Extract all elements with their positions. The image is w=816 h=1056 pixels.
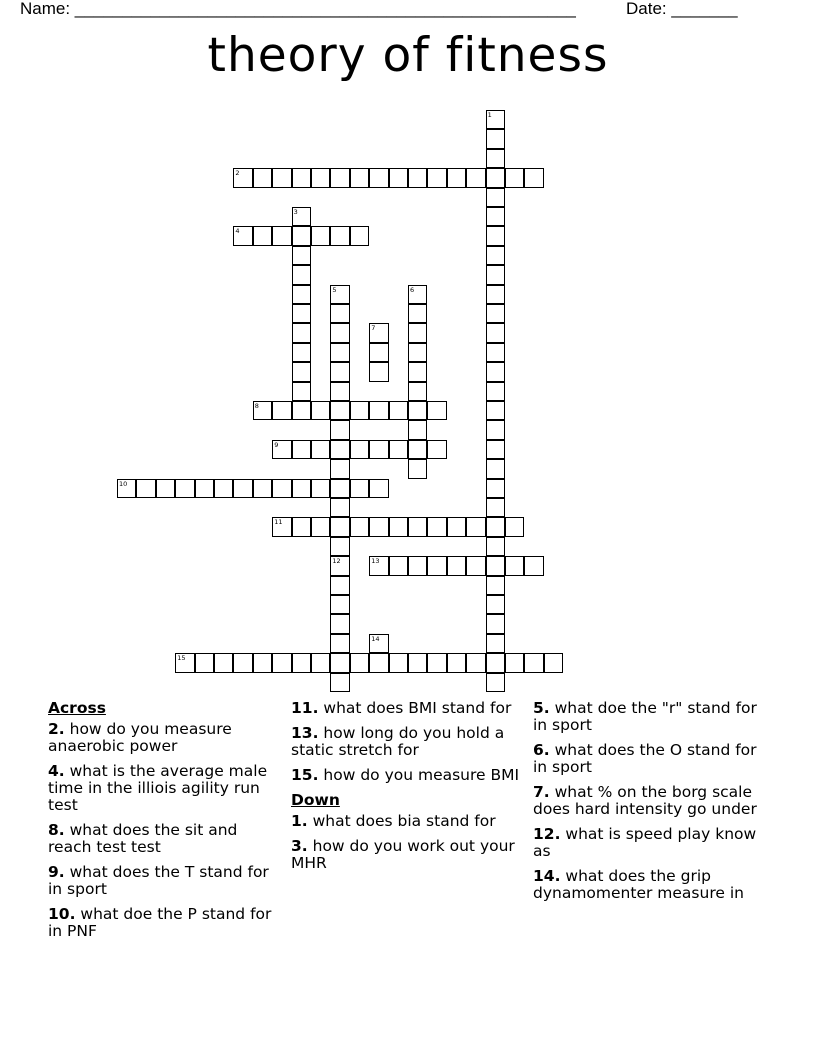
clue-number: 11 [274,518,283,527]
grid-cell[interactable] [292,517,311,536]
grid-cell[interactable] [427,556,446,575]
grid-cell[interactable] [330,362,349,381]
grid-cell[interactable] [292,362,311,381]
grid-cell[interactable] [408,382,427,401]
clue-number: 1 [487,111,492,119]
grid-cell[interactable] [330,634,349,653]
clue-down-12: 12. what is speed play know as [533,825,757,860]
grid-cell[interactable] [292,226,311,245]
across-heading: Across [48,699,106,717]
grid-cell[interactable] [389,440,408,459]
grid-cell[interactable] [427,440,446,459]
grid-cell[interactable] [524,556,543,575]
grid-cell[interactable] [272,479,291,498]
grid-cell[interactable] [292,401,311,420]
grid-cell[interactable] [427,517,446,536]
clue-number: 13 [371,557,380,566]
grid-cell[interactable] [350,440,369,459]
clue-number: 15 [177,654,186,663]
grid-cell[interactable] [330,556,349,575]
page-title: theory of fitness [207,28,609,83]
grid-cell[interactable] [486,110,505,129]
grid-cell[interactable] [330,401,349,420]
grid-cell[interactable] [408,653,427,672]
name-field-label: Name: _____________________________________________________ [20,0,576,18]
grid-cell[interactable] [272,226,291,245]
grid-cell[interactable] [486,304,505,323]
grid-cell[interactable] [330,517,349,536]
grid-cell[interactable] [369,556,388,575]
grid-cell[interactable] [350,653,369,672]
grid-cell[interactable] [233,168,252,187]
grid-cell[interactable] [408,285,427,304]
grid-cell[interactable] [486,129,505,148]
grid-cell[interactable] [544,653,563,672]
grid-cell[interactable] [524,653,543,672]
clue-number: 14 [371,634,380,643]
grid-cell[interactable] [486,343,505,362]
grid-cell[interactable] [369,168,388,187]
grid-cell[interactable] [408,556,427,575]
grid-cell[interactable] [292,653,311,672]
clue-number: 3 [293,208,298,216]
grid-cell[interactable] [466,168,485,187]
clue-down-14: 14. what does the grip dynamomenter measure in [533,867,744,902]
grid-cell[interactable] [486,595,505,614]
grid-cell[interactable] [292,304,311,323]
grid-cell[interactable] [486,673,505,692]
grid-cell[interactable] [486,362,505,381]
grid-cell[interactable] [389,168,408,187]
grid-cell[interactable] [311,401,330,420]
grid-cell[interactable] [253,479,272,498]
clue-number: 7 [371,324,376,333]
grid-cell[interactable] [330,673,349,692]
grid-cell[interactable] [330,440,349,459]
grid-cell[interactable] [136,479,155,498]
grid-cell[interactable] [292,265,311,284]
grid-cell[interactable] [292,343,311,362]
grid-cell[interactable] [466,556,485,575]
grid-cell[interactable] [330,595,349,614]
date-field-label: Date: _______ [626,0,738,18]
grid-cell[interactable] [350,479,369,498]
grid-cell[interactable] [369,479,388,498]
grid-cell[interactable] [175,479,194,498]
grid-cell[interactable] [389,556,408,575]
grid-cell[interactable] [330,537,349,556]
clue-number: 12 [332,557,341,566]
grid-cell[interactable] [486,576,505,595]
grid-cell[interactable] [486,265,505,284]
grid-cell[interactable] [505,168,524,187]
grid-cell[interactable] [505,556,524,575]
grid-cell[interactable] [447,653,466,672]
grid-cell[interactable] [427,168,446,187]
clue-across-4: 4. what is the average male time in the illiois agility run test [48,762,268,814]
grid-cell[interactable] [311,517,330,536]
grid-cell[interactable] [369,401,388,420]
grid-cell[interactable] [427,401,446,420]
grid-cell[interactable] [408,420,427,439]
grid-cell[interactable] [389,401,408,420]
clue-across-8: 8. what does the sit and reach test test [48,821,238,856]
grid-cell[interactable] [292,382,311,401]
grid-cell[interactable] [233,479,252,498]
clues-column-2 [291,700,527,880]
grid-cell[interactable] [233,226,252,245]
grid-cell[interactable] [330,323,349,342]
grid-cell[interactable] [272,168,291,187]
grid-cell[interactable] [311,479,330,498]
grid-cell[interactable] [408,401,427,420]
grid-cell[interactable] [389,517,408,536]
clue-across-9: 9. what does the T stand for in sport [48,863,269,898]
grid-cell[interactable] [486,498,505,517]
grid-cell[interactable] [486,226,505,245]
grid-cell[interactable] [447,556,466,575]
grid-cell[interactable] [330,285,349,304]
clue-number: 8 [254,402,259,410]
grid-cell[interactable] [292,168,311,187]
grid-cell[interactable] [524,168,543,187]
grid-cell[interactable] [408,459,427,478]
clues-column-1 [48,700,284,948]
grid-cell[interactable] [486,479,505,498]
grid-cell[interactable] [389,653,408,672]
clue-down-5: 5. what doe the "r" stand for in sport [533,699,757,734]
grid-cell[interactable] [253,226,272,245]
grid-cell[interactable] [408,343,427,362]
grid-cell[interactable] [369,653,388,672]
grid-cell[interactable] [486,556,505,575]
grid-cell[interactable] [330,420,349,439]
grid-cell[interactable] [369,634,388,653]
grid-cell[interactable] [486,382,505,401]
grid-cell[interactable] [272,440,291,459]
grid-cell[interactable] [486,168,505,187]
grid-cell[interactable] [427,653,446,672]
clue-number: 5 [332,285,337,294]
down-heading: Down [291,791,340,809]
grid-cell[interactable] [292,440,311,459]
clue-down-3: 3. how do you work out your MHR [291,837,515,872]
grid-cell[interactable] [408,440,427,459]
grid-cell[interactable] [117,479,136,498]
grid-cell[interactable] [253,168,272,187]
grid-cell[interactable] [292,285,311,304]
grid-cell[interactable] [369,362,388,381]
grid-cell[interactable] [486,537,505,556]
grid-cell[interactable] [253,653,272,672]
clue-down-1: 1. what does bia stand for [291,812,496,830]
grid-cell[interactable] [486,634,505,653]
grid-cell[interactable] [486,207,505,226]
grid-cell[interactable] [369,440,388,459]
grid-cell[interactable] [311,653,330,672]
grid-cell[interactable] [311,226,330,245]
grid-cell[interactable] [272,653,291,672]
grid-cell[interactable] [505,653,524,672]
grid-cell[interactable] [272,517,291,536]
grid-cell[interactable] [350,401,369,420]
clues-column-3 [533,700,769,910]
grid-cell[interactable] [330,226,349,245]
grid-cell[interactable] [292,246,311,265]
grid-cell[interactable] [292,323,311,342]
grid-cell[interactable] [292,479,311,498]
clue-across-11: 11. what does BMI stand for [291,699,512,717]
grid-cell[interactable] [505,517,524,536]
grid-cell[interactable] [369,343,388,362]
grid-cell[interactable] [408,168,427,187]
grid-cell[interactable] [408,323,427,342]
grid-cell[interactable] [272,401,291,420]
grid-cell[interactable] [330,479,349,498]
grid-cell[interactable] [156,479,175,498]
grid-cell[interactable] [214,479,233,498]
grid-cell[interactable] [408,304,427,323]
grid-cell[interactable] [486,440,505,459]
clue-down-6: 6. what does the O stand for in sport [533,741,757,776]
grid-cell[interactable] [330,459,349,478]
grid-cell[interactable] [369,323,388,342]
grid-cell[interactable] [195,479,214,498]
grid-cell[interactable] [486,614,505,633]
grid-cell[interactable] [214,653,233,672]
grid-cell[interactable] [486,459,505,478]
grid-cell[interactable] [486,246,505,265]
grid-cell[interactable] [486,149,505,168]
grid-cell[interactable] [486,188,505,207]
grid-cell[interactable] [330,382,349,401]
grid-cell[interactable] [466,517,485,536]
grid-cell[interactable] [408,517,427,536]
grid-cell[interactable] [486,653,505,672]
clue-down-7: 7. what % on the borg scale does hard intensity go under [533,783,757,818]
grid-cell[interactable] [311,168,330,187]
grid-cell[interactable] [330,304,349,323]
grid-cell[interactable] [330,576,349,595]
grid-cell[interactable] [330,653,349,672]
clue-number: 10 [119,479,128,488]
clue-across-15: 15. how do you measure BMI [291,766,520,784]
grid-cell[interactable] [175,653,194,672]
grid-cell[interactable] [350,517,369,536]
clue-number: 4 [235,227,240,236]
clue-number: 6 [410,285,415,294]
grid-cell[interactable] [408,362,427,381]
clue-across-13: 13. how long do you hold a static stretch for [291,724,505,759]
grid-cell[interactable] [330,614,349,633]
grid-cell[interactable] [447,168,466,187]
grid-cell[interactable] [292,207,311,226]
grid-cell[interactable] [486,401,505,420]
clue-across-2: 2. how do you measure anaerobic power [48,720,232,755]
grid-cell[interactable] [350,226,369,245]
clue-number: 9 [274,440,279,449]
grid-cell[interactable] [486,420,505,439]
grid-cell[interactable] [330,343,349,362]
grid-cell[interactable] [233,653,252,672]
grid-cell[interactable] [330,168,349,187]
grid-cell[interactable] [447,517,466,536]
grid-cell[interactable] [369,517,388,536]
grid-cell[interactable] [311,440,330,459]
clue-across-10: 10. what doe the P stand for in PNF [48,905,272,940]
grid-cell[interactable] [330,498,349,517]
grid-cell[interactable] [466,653,485,672]
grid-cell[interactable] [253,401,272,420]
grid-cell[interactable] [195,653,214,672]
grid-cell[interactable] [486,517,505,536]
grid-cell[interactable] [486,285,505,304]
grid-cell[interactable] [350,168,369,187]
grid-cell[interactable] [486,323,505,342]
clue-number: 2 [235,169,240,178]
